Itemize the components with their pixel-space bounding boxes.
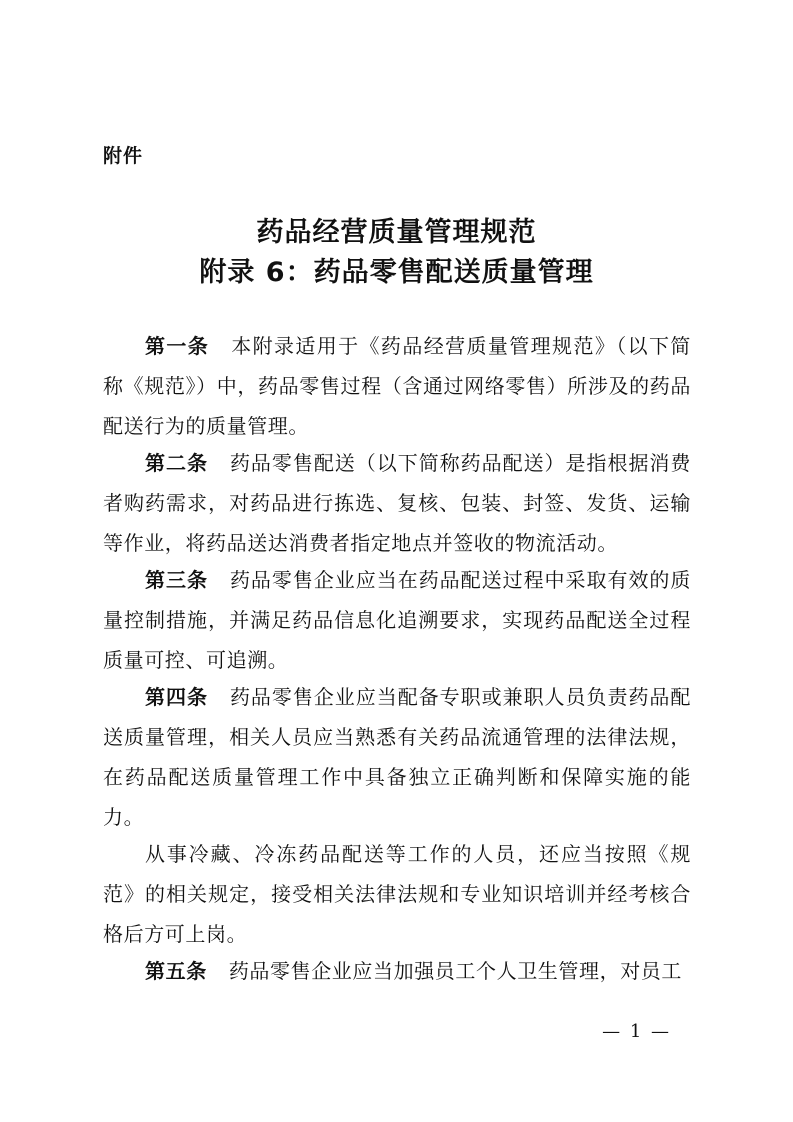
page-number: — 1 —: [602, 1021, 671, 1042]
article-2-text: 药品零售配送（以下简称药品配送）是指根据消费者购药需求，对药品进行拣选、复核、包装、封签、发货、运输等作业，将药品送达消费者指定地点并签收的物流活动。: [103, 451, 691, 555]
document-subtitle: 附录 6：药品零售配送质量管理: [199, 257, 594, 288]
article-1-paragraph: [103, 326, 691, 446]
article-5-text: 药品零售企业应当加强员工个人卫生管理，对员工: [228, 959, 683, 983]
article-4-continuation-paragraph: [103, 834, 691, 954]
article-1-heading: 第一条: [145, 334, 210, 358]
article-4-paragraph: [103, 677, 691, 837]
article-2-heading: 第二条: [145, 451, 208, 475]
article-3-text: 药品零售企业应当在药品配送过程中采取有效的质量控制措施，并满足药品信息化追溯要求，实现药品配送全过程质量可控、可追溯。: [103, 568, 691, 672]
document-title: 药品经营质量管理规范: [256, 217, 537, 248]
article-2-paragraph: [103, 443, 691, 563]
attachment-label: 附件: [103, 145, 144, 167]
article-3-heading: 第三条: [145, 568, 208, 592]
article-5-heading: 第五条: [145, 959, 207, 983]
article-3-paragraph: [103, 560, 691, 680]
article-5-paragraph: [103, 951, 691, 991]
article-1-text: 本附录适用于《药品经营质量管理规范》（以下简称《规范》）中，药品零售过程（含通过网络零售）所涉及的药品配送行为的质量管理。: [103, 334, 691, 438]
article-4-heading: 第四条: [145, 685, 208, 709]
article-4-continuation-text: 从事冷藏、冷冻药品配送等工作的人员，还应当按照《规范》的相关规定，接受相关法律法规和专业知识培训并经考核合格后方可上岗。: [103, 842, 691, 946]
article-4-text: 药品零售企业应当配备专职或兼职人员负责药品配送质量管理，相关人员应当熟悉有关药品流通管理的法律法规，在药品配送质量管理工作中具备独立正确判断和保障实施的能力。: [103, 685, 691, 829]
